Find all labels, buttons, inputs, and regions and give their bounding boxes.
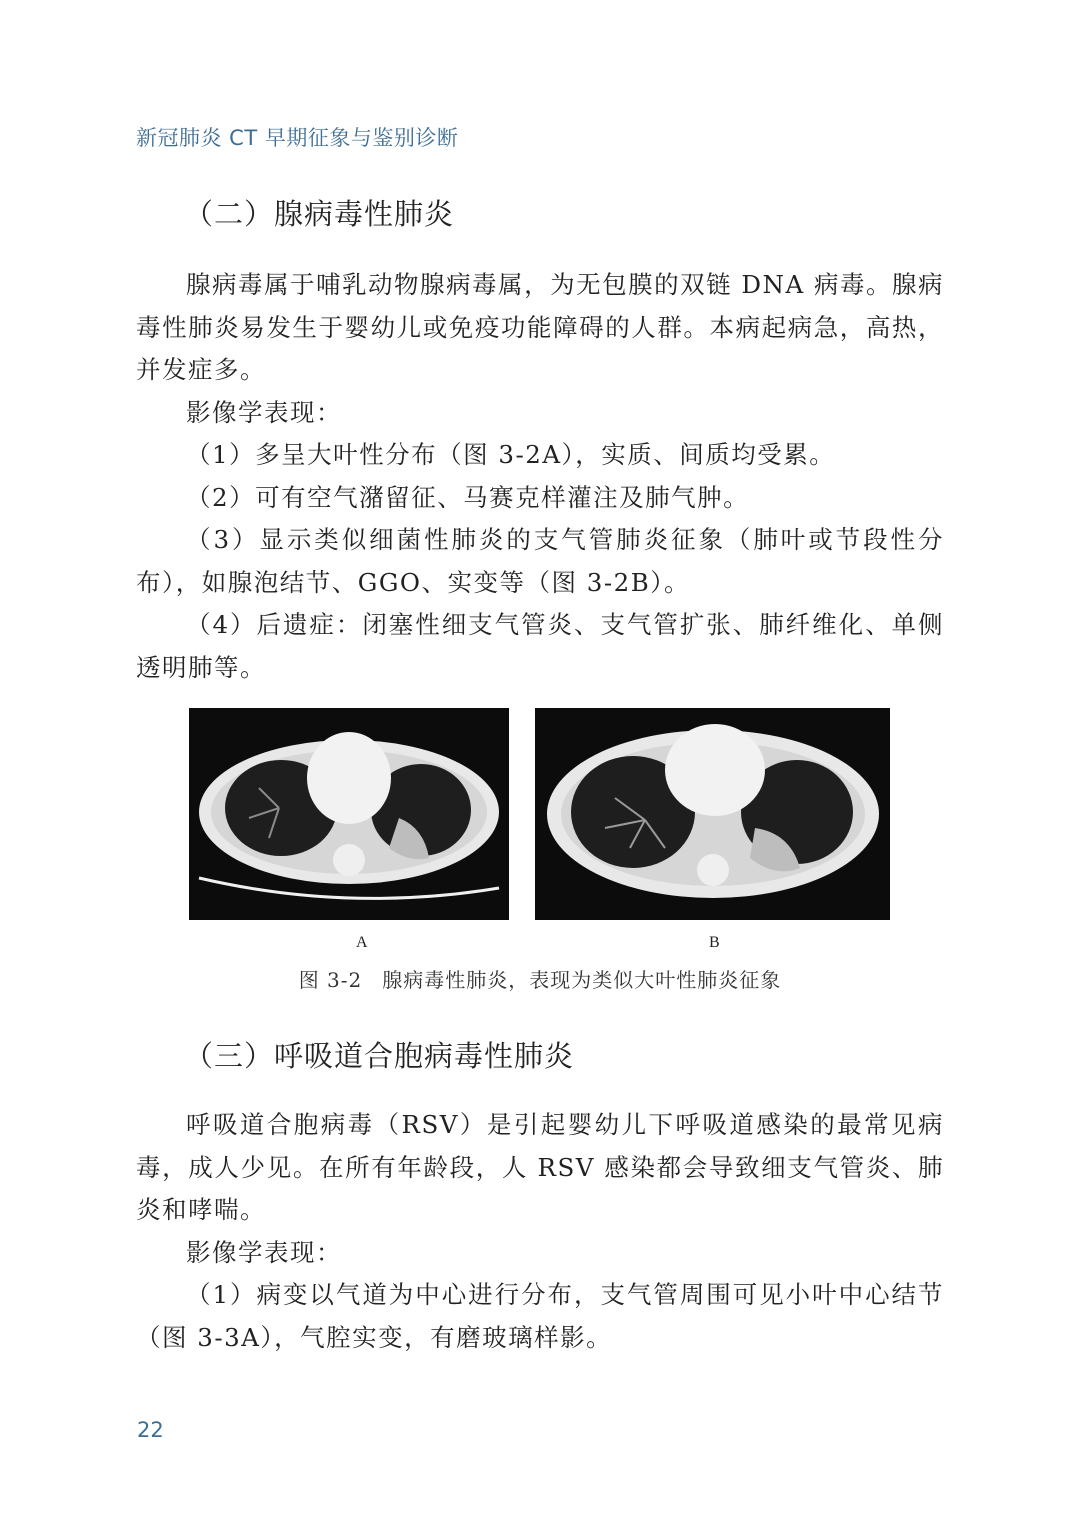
figure-caption-text: 腺病毒性肺炎，表现为类似大叶性肺炎征象: [382, 968, 782, 992]
list-item: （4）后遗症：闭塞性细支气管炎、支气管扩张、肺纤维化、单侧透明肺等。: [136, 610, 944, 682]
figure-number: 图 3-2: [298, 968, 363, 992]
chest-ct-scan-image: [535, 708, 890, 920]
rsv-body: [136, 1104, 944, 1359]
page-number: 22: [137, 1418, 164, 1442]
paragraph: 呼吸道合胞病毒（RSV）是引起婴幼儿下呼吸道感染的最常见病毒，成人少见。在所有年龄段，人 RSV 感染都会导致细支气管炎、肺炎和哮喘。: [136, 1110, 944, 1224]
panel-label-a: A: [356, 934, 368, 951]
running-header: 新冠肺炎 CT 早期征象与鉴别诊断: [136, 126, 459, 150]
list-item: （2）可有空气潴留征、马赛克样灌注及肺气肿。: [186, 482, 750, 512]
paragraph: 腺病毒属于哺乳动物腺病毒属，为无包膜的双链 DNA 病毒。腺病毒性肺炎易发生于婴幼儿或免疫功能障碍的人群。本病起病急，高热，并发症多。: [136, 270, 944, 384]
section-heading-adenovirus: （二）腺病毒性肺炎: [184, 197, 455, 231]
paragraph: 影像学表现：: [186, 1237, 342, 1267]
panel-label-b: B: [709, 934, 720, 951]
figure-3-2: [189, 708, 890, 920]
paragraph: 影像学表现：: [186, 397, 342, 427]
chest-ct-scan-image: [189, 708, 509, 920]
ct-panel-a: [189, 708, 509, 920]
list-item: （3）显示类似细菌性肺炎的支气管肺炎征象（肺叶或节段性分布），如腺泡结节、GGO、实变等（图 3-2B）。: [136, 525, 944, 597]
adenovirus-body: [136, 264, 944, 689]
list-item: （1）病变以气道为中心进行分布，支气管周围可见小叶中心结节（图 3-3A），气腔实变，有磨玻璃样影。: [136, 1280, 944, 1352]
ct-panel-b: [535, 708, 890, 920]
figure-caption: [0, 964, 1080, 993]
section-heading-rsv: （三）呼吸道合胞病毒性肺炎: [184, 1039, 575, 1073]
list-item: （1）多呈大叶性分布（图 3-2A），实质、间质均受累。: [186, 440, 836, 469]
